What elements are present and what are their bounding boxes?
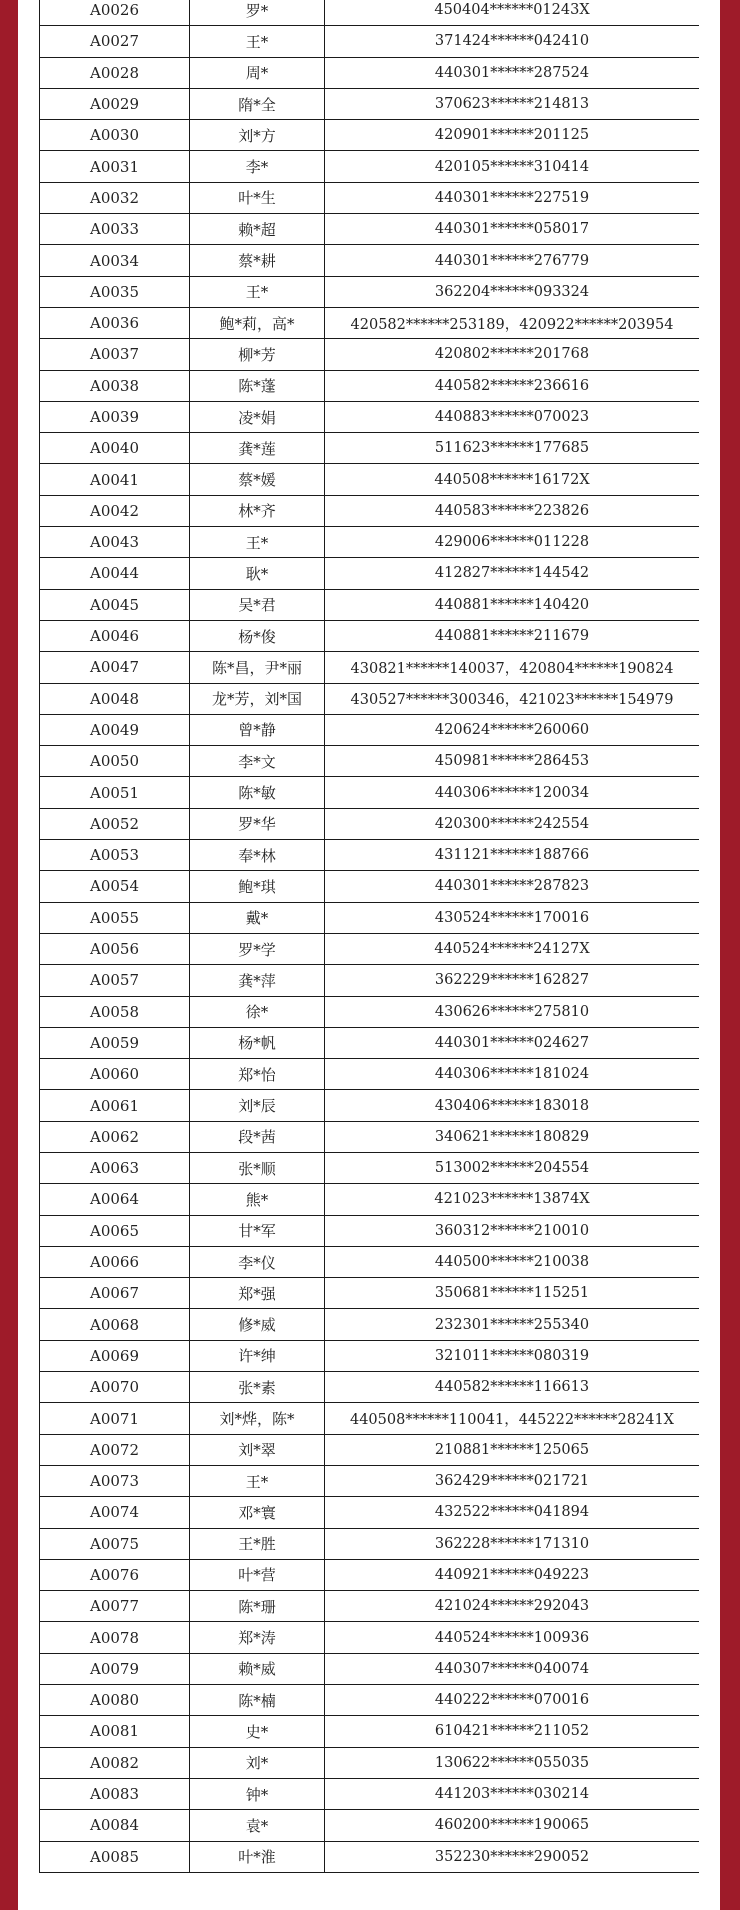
- code-cell: A0072: [40, 1434, 190, 1465]
- table-row: [40, 1403, 700, 1434]
- code-cell: A0065: [40, 1215, 190, 1246]
- code-cell: A0036: [40, 307, 190, 338]
- code-cell: A0026: [40, 0, 190, 26]
- id-number-cell: 362229******162827: [325, 965, 700, 996]
- table-row: [40, 683, 700, 714]
- code-cell: A0032: [40, 182, 190, 213]
- table-row: [40, 370, 700, 401]
- name-cell: 叶*生: [190, 182, 325, 213]
- code-cell: A0058: [40, 996, 190, 1027]
- id-number-cell: 460200******190065: [325, 1810, 700, 1841]
- name-cell: 李*文: [190, 746, 325, 777]
- code-cell: A0030: [40, 120, 190, 151]
- code-cell: A0066: [40, 1246, 190, 1277]
- table-row: [40, 433, 700, 464]
- id-number-cell: 511623******177685: [325, 433, 700, 464]
- table-row: [40, 1591, 700, 1622]
- id-number-cell: 420582******253189，420922******203954: [325, 307, 700, 338]
- id-number-cell: 440306******120034: [325, 777, 700, 808]
- table-row: [40, 1278, 700, 1309]
- table-row: [40, 151, 700, 182]
- code-cell: A0060: [40, 1059, 190, 1090]
- id-number-cell: 440582******236616: [325, 370, 700, 401]
- id-number-cell: 421023******13874X: [325, 1184, 700, 1215]
- code-cell: A0059: [40, 1027, 190, 1058]
- code-cell: A0040: [40, 433, 190, 464]
- table-row: [40, 88, 700, 119]
- id-number-cell: 232301******255340: [325, 1309, 700, 1340]
- table-row: [40, 1340, 700, 1371]
- table-container: [39, 0, 699, 1910]
- name-cell: 刘*: [190, 1747, 325, 1778]
- name-cell: 叶*营: [190, 1559, 325, 1590]
- code-cell: A0076: [40, 1559, 190, 1590]
- id-number-cell: 362228******171310: [325, 1528, 700, 1559]
- name-cell: 王*: [190, 26, 325, 57]
- code-cell: A0035: [40, 276, 190, 307]
- code-cell: A0027: [40, 26, 190, 57]
- code-cell: A0039: [40, 401, 190, 432]
- left-red-border: [0, 0, 18, 1910]
- name-cell: 张*素: [190, 1372, 325, 1403]
- code-cell: A0054: [40, 871, 190, 902]
- code-cell: A0077: [40, 1591, 190, 1622]
- name-cell: 陈*珊: [190, 1591, 325, 1622]
- code-cell: A0028: [40, 57, 190, 88]
- code-cell: A0071: [40, 1403, 190, 1434]
- table-row: [40, 495, 700, 526]
- id-number-cell: 412827******144542: [325, 558, 700, 589]
- code-cell: A0043: [40, 527, 190, 558]
- table-row: [40, 1246, 700, 1277]
- name-cell: 刘*辰: [190, 1090, 325, 1121]
- table-body: [40, 0, 700, 1872]
- table-row: [40, 996, 700, 1027]
- table-row: [40, 933, 700, 964]
- code-cell: A0064: [40, 1184, 190, 1215]
- code-cell: A0033: [40, 214, 190, 245]
- name-cell: 罗*: [190, 0, 325, 26]
- code-cell: A0079: [40, 1653, 190, 1684]
- table-row: [40, 1778, 700, 1809]
- table-row: [40, 1059, 700, 1090]
- id-number-cell: 321011******080319: [325, 1340, 700, 1371]
- code-cell: A0075: [40, 1528, 190, 1559]
- name-cell: 张*顺: [190, 1152, 325, 1183]
- name-cell: 王*: [190, 1465, 325, 1496]
- id-number-cell: 420105******310414: [325, 151, 700, 182]
- code-cell: A0082: [40, 1747, 190, 1778]
- id-number-cell: 440881******211679: [325, 620, 700, 651]
- id-number-cell: 450981******286453: [325, 746, 700, 777]
- id-number-cell: 441203******030214: [325, 1778, 700, 1809]
- name-cell: 罗*华: [190, 808, 325, 839]
- code-cell: A0068: [40, 1309, 190, 1340]
- name-cell: 陈*敏: [190, 777, 325, 808]
- code-cell: A0084: [40, 1810, 190, 1841]
- id-number-cell: 440582******116613: [325, 1372, 700, 1403]
- id-number-cell: 440301******227519: [325, 182, 700, 213]
- id-number-cell: 440500******210038: [325, 1246, 700, 1277]
- code-cell: A0078: [40, 1622, 190, 1653]
- id-number-cell: 432522******041894: [325, 1497, 700, 1528]
- code-cell: A0046: [40, 620, 190, 651]
- name-cell: 杨*帆: [190, 1027, 325, 1058]
- name-cell: 赖*超: [190, 214, 325, 245]
- id-number-cell: 350681******115251: [325, 1278, 700, 1309]
- table-row: [40, 182, 700, 213]
- table-row: [40, 1027, 700, 1058]
- id-number-cell: 440306******181024: [325, 1059, 700, 1090]
- code-cell: A0057: [40, 965, 190, 996]
- name-cell: 史*: [190, 1716, 325, 1747]
- code-cell: A0050: [40, 746, 190, 777]
- table-row: [40, 1841, 700, 1872]
- table-row: [40, 965, 700, 996]
- name-cell: 罗*学: [190, 933, 325, 964]
- code-cell: A0047: [40, 652, 190, 683]
- table-row: [40, 1184, 700, 1215]
- name-cell: 王*: [190, 527, 325, 558]
- name-cell: 甘*军: [190, 1215, 325, 1246]
- name-cell: 叶*淮: [190, 1841, 325, 1872]
- table-row: [40, 1215, 700, 1246]
- table-row: [40, 652, 700, 683]
- id-number-cell: 210881******125065: [325, 1434, 700, 1465]
- name-cell: 奉*林: [190, 840, 325, 871]
- table-row: [40, 1622, 700, 1653]
- code-cell: A0073: [40, 1465, 190, 1496]
- name-cell: 徐*: [190, 996, 325, 1027]
- code-cell: A0045: [40, 589, 190, 620]
- id-number-cell: 440301******287524: [325, 57, 700, 88]
- id-number-cell: 431121******188766: [325, 840, 700, 871]
- table-row: [40, 1372, 700, 1403]
- table-row: [40, 714, 700, 745]
- code-cell: A0080: [40, 1685, 190, 1716]
- code-cell: A0085: [40, 1841, 190, 1872]
- name-cell: 陈*蓬: [190, 370, 325, 401]
- table-row: [40, 245, 700, 276]
- name-cell: 鲍*琪: [190, 871, 325, 902]
- name-cell: 袁*: [190, 1810, 325, 1841]
- table-row: [40, 1810, 700, 1841]
- name-cell: 郑*怡: [190, 1059, 325, 1090]
- id-number-cell: 362204******093324: [325, 276, 700, 307]
- id-number-cell: 440508******16172X: [325, 464, 700, 495]
- table-row: [40, 1653, 700, 1684]
- id-number-cell: 440301******287823: [325, 871, 700, 902]
- name-cell: 修*威: [190, 1309, 325, 1340]
- id-number-cell: 610421******211052: [325, 1716, 700, 1747]
- table-row: [40, 589, 700, 620]
- id-number-cell: 420901******201125: [325, 120, 700, 151]
- table-row: [40, 620, 700, 651]
- name-cell: 龚*萍: [190, 965, 325, 996]
- id-number-cell: 440222******070016: [325, 1685, 700, 1716]
- id-number-cell: 440301******276779: [325, 245, 700, 276]
- id-number-cell: 362429******021721: [325, 1465, 700, 1496]
- name-cell: 李*仪: [190, 1246, 325, 1277]
- name-cell: 鲍*莉，高*: [190, 307, 325, 338]
- code-cell: A0044: [40, 558, 190, 589]
- name-cell: 邓*寰: [190, 1497, 325, 1528]
- code-cell: A0081: [40, 1716, 190, 1747]
- table-row: [40, 1090, 700, 1121]
- code-cell: A0034: [40, 245, 190, 276]
- table-row: [40, 808, 700, 839]
- name-cell: 龙*芳，刘*国: [190, 683, 325, 714]
- name-cell: 林*齐: [190, 495, 325, 526]
- code-cell: A0037: [40, 339, 190, 370]
- table-row: [40, 339, 700, 370]
- table-row: [40, 307, 700, 338]
- table-row: [40, 464, 700, 495]
- table-row: [40, 1716, 700, 1747]
- name-cell: 刘*烨，陈*: [190, 1403, 325, 1434]
- id-number-cell: 420624******260060: [325, 714, 700, 745]
- name-cell: 刘*方: [190, 120, 325, 151]
- code-cell: A0055: [40, 902, 190, 933]
- name-cell: 郑*涛: [190, 1622, 325, 1653]
- name-cell: 段*茜: [190, 1121, 325, 1152]
- id-number-cell: 440524******24127X: [325, 933, 700, 964]
- id-number-cell: 130622******055035: [325, 1747, 700, 1778]
- table-row: [40, 276, 700, 307]
- id-number-cell: 440307******040074: [325, 1653, 700, 1684]
- name-cell: 吴*君: [190, 589, 325, 620]
- name-cell: 郑*强: [190, 1278, 325, 1309]
- id-number-cell: 420300******242554: [325, 808, 700, 839]
- id-number-cell: 440921******049223: [325, 1559, 700, 1590]
- name-cell: 龚*莲: [190, 433, 325, 464]
- id-number-cell: 430821******140037，420804******190824: [325, 652, 700, 683]
- code-cell: A0056: [40, 933, 190, 964]
- table-row: [40, 1528, 700, 1559]
- name-cell: 蔡*媛: [190, 464, 325, 495]
- code-cell: A0048: [40, 683, 190, 714]
- id-number-cell: 440524******100936: [325, 1622, 700, 1653]
- id-number-cell: 421024******292043: [325, 1591, 700, 1622]
- table-row: [40, 214, 700, 245]
- table-row: [40, 1152, 700, 1183]
- id-number-cell: 340621******180829: [325, 1121, 700, 1152]
- id-number-cell: 429006******011228: [325, 527, 700, 558]
- table-row: [40, 558, 700, 589]
- name-cell: 陈*楠: [190, 1685, 325, 1716]
- code-cell: A0053: [40, 840, 190, 871]
- name-cell: 周*: [190, 57, 325, 88]
- name-cell: 隋*全: [190, 88, 325, 119]
- table-row: [40, 1434, 700, 1465]
- right-red-border: [720, 0, 740, 1910]
- name-cell: 杨*俊: [190, 620, 325, 651]
- id-number-cell: 430524******170016: [325, 902, 700, 933]
- id-number-cell: 360312******210010: [325, 1215, 700, 1246]
- name-cell: 凌*娟: [190, 401, 325, 432]
- id-number-cell: 440881******140420: [325, 589, 700, 620]
- name-cell: 蔡*耕: [190, 245, 325, 276]
- id-number-cell: 370623******214813: [325, 88, 700, 119]
- code-cell: A0083: [40, 1778, 190, 1809]
- id-number-cell: 440301******058017: [325, 214, 700, 245]
- table-row: [40, 0, 700, 26]
- id-number-cell: 513002******204554: [325, 1152, 700, 1183]
- name-cell: 王*: [190, 276, 325, 307]
- table-row: [40, 120, 700, 151]
- code-cell: A0063: [40, 1152, 190, 1183]
- code-cell: A0029: [40, 88, 190, 119]
- code-cell: A0051: [40, 777, 190, 808]
- code-cell: A0038: [40, 370, 190, 401]
- code-cell: A0041: [40, 464, 190, 495]
- table-row: [40, 871, 700, 902]
- name-cell: 熊*: [190, 1184, 325, 1215]
- id-number-cell: 440883******070023: [325, 401, 700, 432]
- id-number-cell: 450404******01243X: [325, 0, 700, 26]
- name-cell: 钟*: [190, 1778, 325, 1809]
- table-row: [40, 1465, 700, 1496]
- code-cell: A0062: [40, 1121, 190, 1152]
- table-row: [40, 840, 700, 871]
- table-row: [40, 1685, 700, 1716]
- table-row: [40, 1559, 700, 1590]
- code-cell: A0074: [40, 1497, 190, 1528]
- name-cell: 曾*静: [190, 714, 325, 745]
- id-number-cell: 430406******183018: [325, 1090, 700, 1121]
- name-cell: 耿*: [190, 558, 325, 589]
- table-row: [40, 746, 700, 777]
- table-row: [40, 527, 700, 558]
- id-number-cell: 430527******300346，421023******154979: [325, 683, 700, 714]
- table-row: [40, 1309, 700, 1340]
- code-cell: A0042: [40, 495, 190, 526]
- code-cell: A0052: [40, 808, 190, 839]
- id-number-cell: 430626******275810: [325, 996, 700, 1027]
- code-cell: A0049: [40, 714, 190, 745]
- id-number-cell: 440508******110041，445222******28241X: [325, 1403, 700, 1434]
- code-cell: A0067: [40, 1278, 190, 1309]
- table-row: [40, 401, 700, 432]
- name-cell: 柳*芳: [190, 339, 325, 370]
- code-cell: A0061: [40, 1090, 190, 1121]
- name-cell: 戴*: [190, 902, 325, 933]
- id-number-cell: 371424******042410: [325, 26, 700, 57]
- name-cell: 赖*威: [190, 1653, 325, 1684]
- table-row: [40, 57, 700, 88]
- name-cell: 王*胜: [190, 1528, 325, 1559]
- table-row: [40, 26, 700, 57]
- id-number-cell: 352230******290052: [325, 1841, 700, 1872]
- code-cell: A0031: [40, 151, 190, 182]
- id-number-cell: 440301******024627: [325, 1027, 700, 1058]
- table-row: [40, 902, 700, 933]
- table-row: [40, 1747, 700, 1778]
- code-cell: A0069: [40, 1340, 190, 1371]
- name-cell: 刘*翠: [190, 1434, 325, 1465]
- table-row: [40, 777, 700, 808]
- name-cell: 陈*昌，尹*丽: [190, 652, 325, 683]
- id-number-cell: 440583******223826: [325, 495, 700, 526]
- table-row: [40, 1121, 700, 1152]
- registry-table: [39, 0, 699, 1873]
- name-cell: 李*: [190, 151, 325, 182]
- table-row: [40, 1497, 700, 1528]
- id-number-cell: 420802******201768: [325, 339, 700, 370]
- code-cell: A0070: [40, 1372, 190, 1403]
- name-cell: 许*绅: [190, 1340, 325, 1371]
